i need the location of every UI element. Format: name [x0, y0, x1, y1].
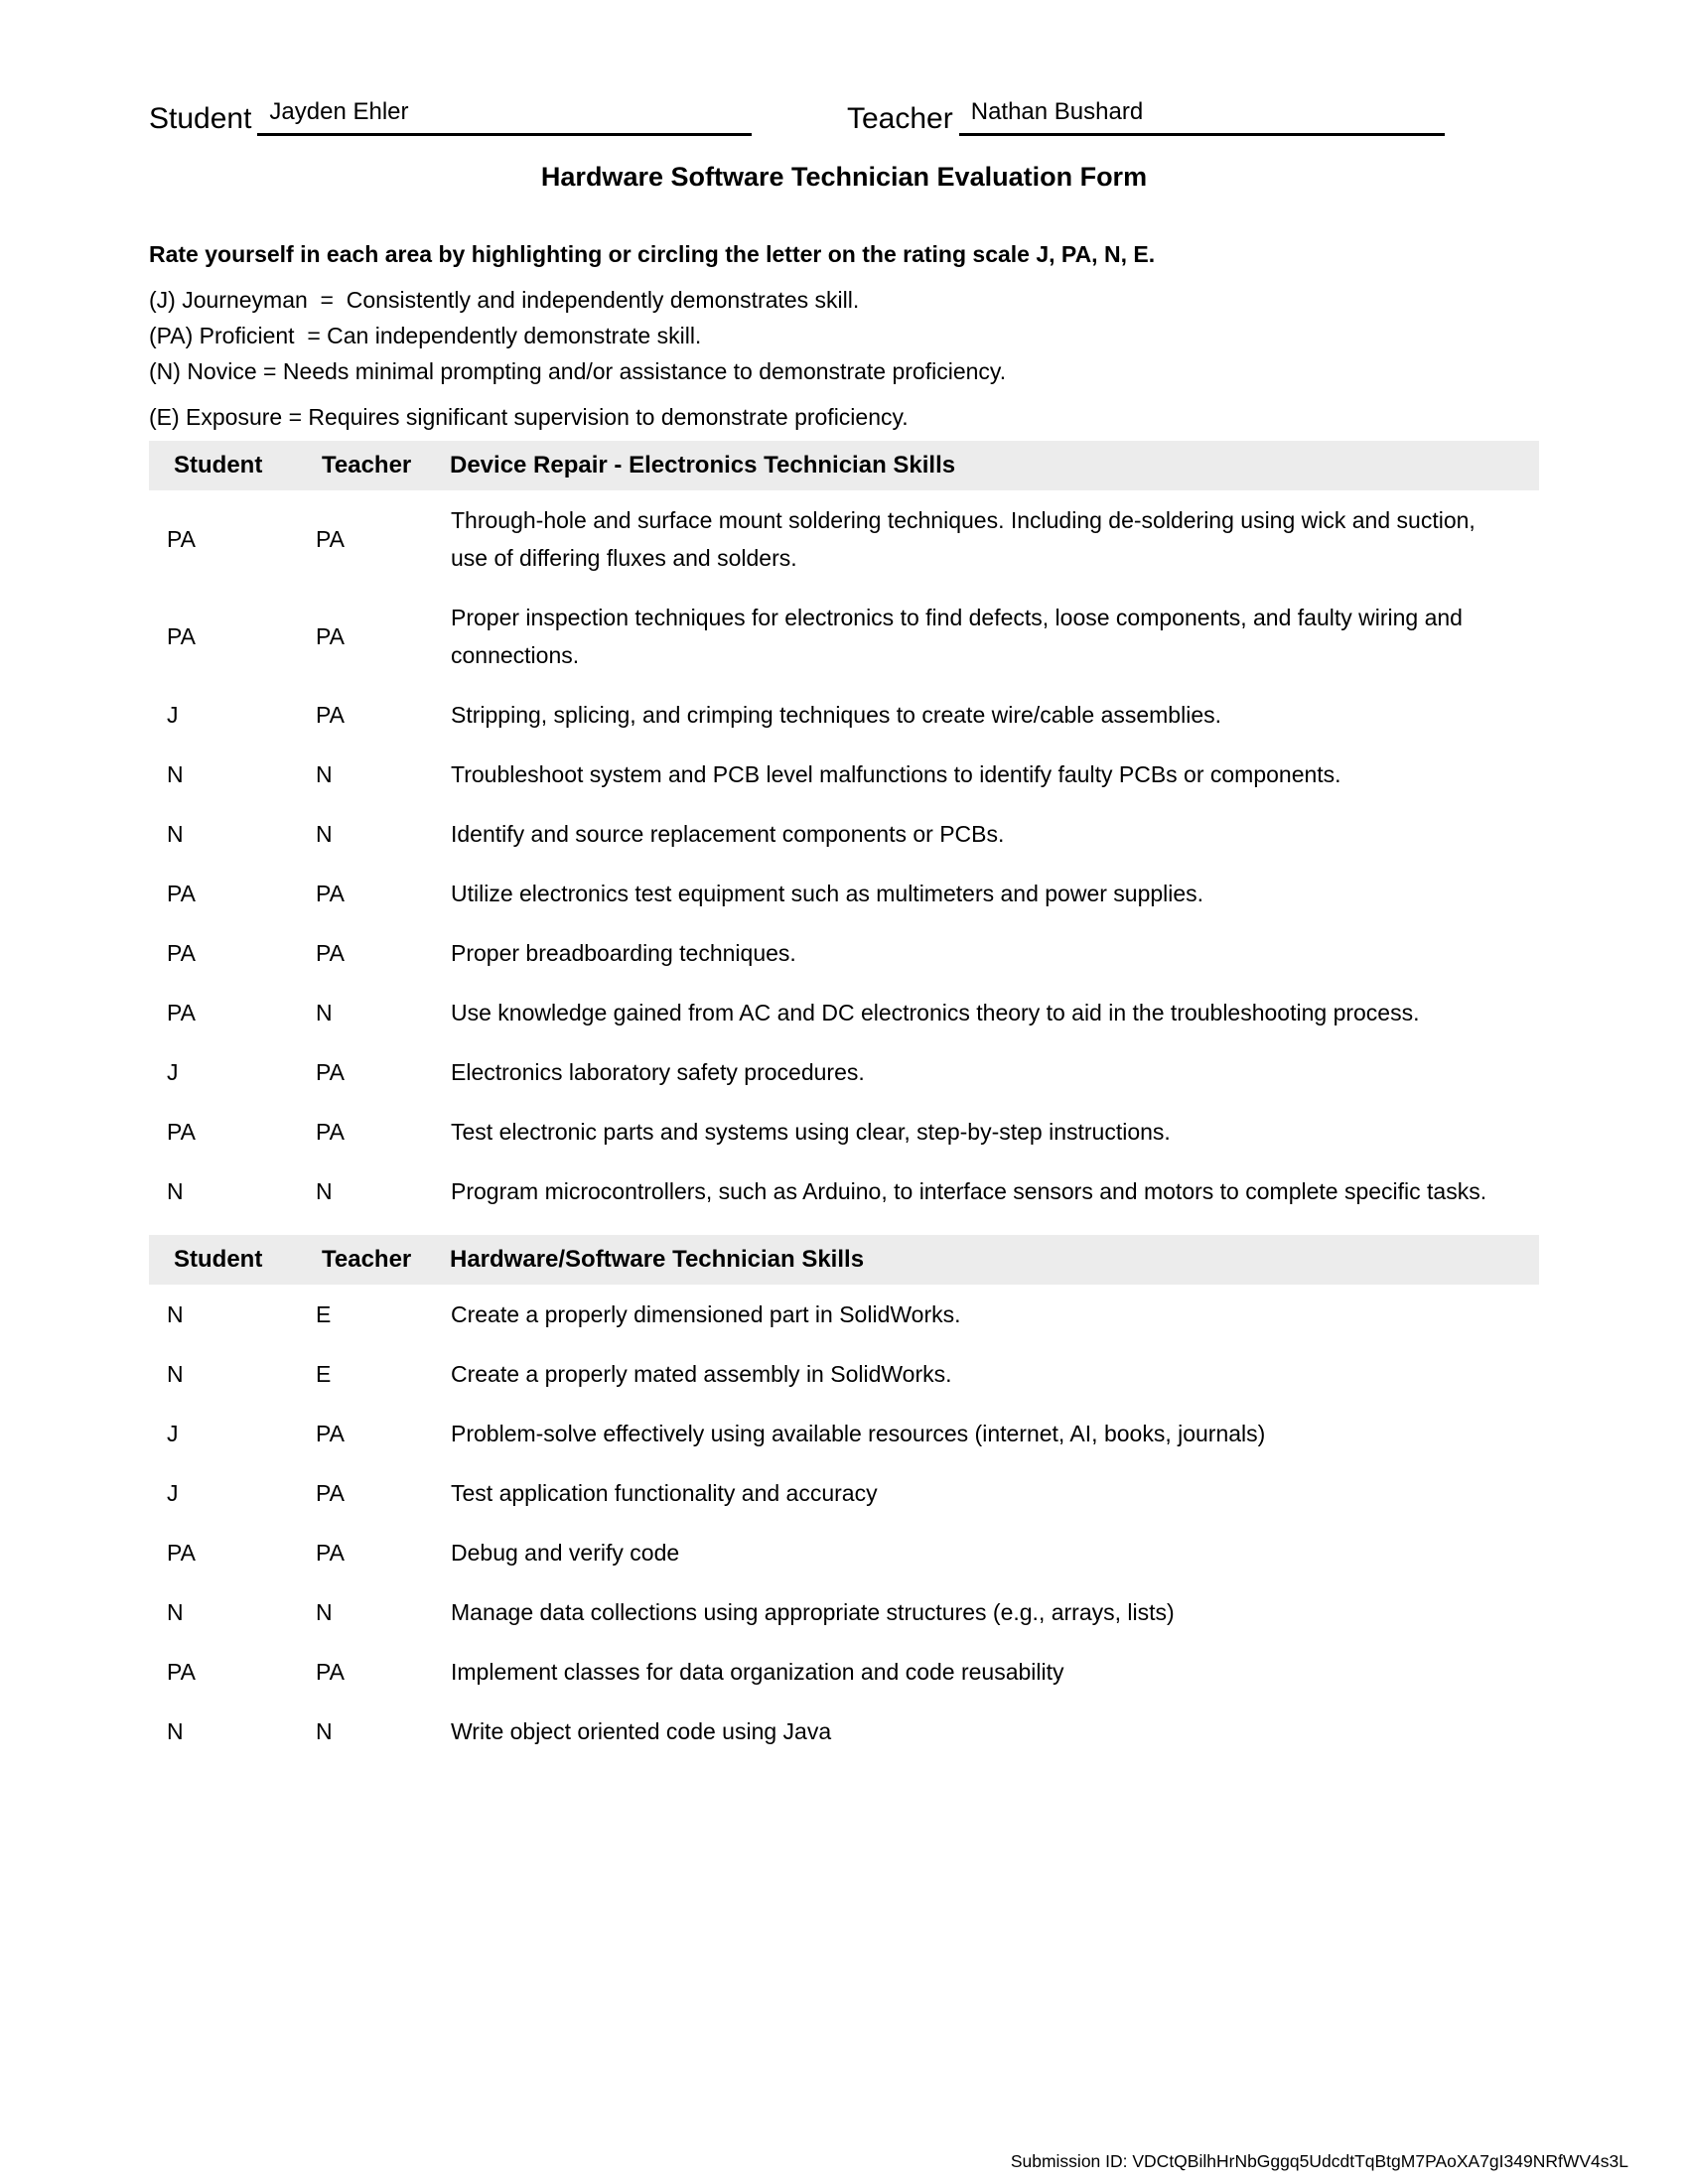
teacher-rating: N [316, 1718, 333, 1744]
student-name-line [257, 99, 752, 136]
table-row [149, 1582, 1539, 1642]
teacher-rating: PA [316, 1480, 345, 1506]
table-row [149, 1161, 1539, 1221]
teacher-rating: N [316, 1178, 333, 1204]
skill-description: Proper breadboarding techniques. [451, 940, 796, 966]
student-rating: J [167, 1059, 179, 1085]
table-row [149, 804, 1539, 864]
table-row [149, 1702, 1539, 1761]
teacher-label: Teacher [847, 102, 953, 135]
teacher-name-line [959, 99, 1445, 136]
student-rating: N [167, 1361, 184, 1387]
skill-description: Manage data collections using appropriate structures (e.g., arrays, lists) [451, 1599, 1175, 1625]
student-rating: J [167, 1421, 179, 1446]
skill-description: Implement classes for data organization and code reusability [451, 1659, 1064, 1685]
skill-description: Through-hole and surface mount soldering techniques. Including de-soldering using wick and suction, use of differing fluxes and solders. [451, 507, 1476, 571]
table-row [149, 1523, 1539, 1582]
teacher-rating: PA [316, 1659, 345, 1685]
teacher-rating: PA [316, 1421, 345, 1446]
scale-line-proficient: (PA) Proficient = Can independently demonstrate skill. [149, 323, 702, 348]
skill-description: Create a properly mated assembly in SolidWorks. [451, 1361, 952, 1387]
page-title: Hardware Software Technician Evaluation Form [540, 162, 1148, 192]
teacher-rating: N [316, 1599, 333, 1625]
student-rating: PA [167, 881, 196, 906]
rating-instructions [149, 238, 1539, 435]
instructions-intro: Rate yourself in each area by highlighting or circling the letter on the rating scale J, PA, N, E. [149, 241, 1156, 267]
student-rating: N [167, 1599, 184, 1625]
skill-description: Test application functionality and accuracy [451, 1480, 878, 1506]
student-rating: N [167, 1718, 184, 1744]
section-header-electronics [149, 441, 1539, 490]
table-row [149, 1404, 1539, 1463]
student-rating: PA [167, 940, 196, 966]
skill-description: Use knowledge gained from AC and DC electronics theory to aid in the troubleshooting process. [451, 1000, 1420, 1025]
teacher-rating: N [316, 821, 333, 847]
skill-description: Test electronic parts and systems using clear, step-by-step instructions. [451, 1119, 1171, 1145]
student-rating: N [167, 1178, 184, 1204]
skill-description: Write object oriented code using Java [451, 1718, 832, 1744]
student-rating: J [167, 702, 179, 728]
student-rating: PA [167, 1659, 196, 1685]
skill-description: Problem-solve effectively using available resources (internet, AI, books, journals) [451, 1421, 1266, 1446]
table-row [149, 864, 1539, 923]
student-rating: J [167, 1480, 179, 1506]
student-field [149, 99, 752, 136]
table-row [149, 745, 1539, 804]
student-rating: PA [167, 1119, 196, 1145]
name-row [0, 0, 1688, 136]
student-rating: N [167, 761, 184, 787]
skill-description: Troubleshoot system and PCB level malfunctions to identify faulty PCBs or components. [451, 761, 1341, 787]
skill-description: Electronics laboratory safety procedures. [451, 1059, 865, 1085]
teacher-rating: N [316, 761, 333, 787]
skill-description: Stripping, splicing, and crimping techniques to create wire/cable assemblies. [451, 702, 1222, 728]
table-row [149, 1042, 1539, 1102]
student-rating: PA [167, 623, 196, 649]
student-name-value: Jayden Ehler [269, 98, 409, 125]
skill-description: Create a properly dimensioned part in SolidWorks. [451, 1301, 961, 1327]
teacher-rating: PA [316, 623, 345, 649]
teacher-rating: N [316, 1000, 333, 1025]
table-row [149, 490, 1539, 588]
student-rating: PA [167, 1000, 196, 1025]
column-header-teacher: Teacher [322, 1246, 412, 1273]
teacher-rating: PA [316, 1119, 345, 1145]
student-rating: N [167, 821, 184, 847]
student-rating: PA [167, 526, 196, 552]
skill-description: Proper inspection techniques for electronics to find defects, loose components, and faulty wiring and connections. [451, 605, 1463, 668]
skill-description: Utilize electronics test equipment such as multimeters and power supplies. [451, 881, 1204, 906]
teacher-rating: PA [316, 1059, 345, 1085]
teacher-rating: PA [316, 1540, 345, 1566]
table-row [149, 1285, 1539, 1344]
evaluation-table [149, 441, 1539, 1761]
table-row [149, 923, 1539, 983]
student-label: Student [149, 102, 252, 135]
scale-line-journeyman: (J) Journeyman = Consistently and independently demonstrates skill. [149, 287, 860, 313]
table-row [149, 685, 1539, 745]
column-header-student: Student [174, 452, 263, 478]
scale-line-exposure: (E) Exposure = Requires significant supervision to demonstrate proficiency. [149, 404, 909, 430]
teacher-rating: PA [316, 940, 345, 966]
section-header-hardware-software [149, 1235, 1539, 1285]
table-row [149, 588, 1539, 685]
student-rating: PA [167, 1540, 196, 1566]
skill-description: Debug and verify code [451, 1540, 680, 1566]
teacher-rating: PA [316, 702, 345, 728]
skill-description: Identify and source replacement components or PCBs. [451, 821, 1005, 847]
teacher-rating: PA [316, 526, 345, 552]
column-header-teacher: Teacher [322, 452, 412, 478]
teacher-rating: PA [316, 881, 345, 906]
table-row [149, 1102, 1539, 1161]
table-row [149, 1463, 1539, 1523]
scale-line-novice: (N) Novice = Needs minimal prompting and/or assistance to demonstrate proficiency. [149, 358, 1007, 384]
student-rating: N [167, 1301, 184, 1327]
section-title: Device Repair - Electronics Technician Skills [450, 452, 956, 478]
teacher-rating: E [316, 1301, 332, 1327]
column-header-student: Student [174, 1246, 263, 1273]
table-row [149, 1642, 1539, 1702]
teacher-rating: E [316, 1361, 332, 1387]
submission-id: Submission ID: VDCtQBilhHrNbGggq5UdcdtTqBtgM7PAoXA7gI349NRfWV4s3L [1010, 2151, 1628, 2171]
teacher-field [847, 99, 1445, 136]
skill-description: Program microcontrollers, such as Arduino, to interface sensors and motors to complete specific tasks. [451, 1178, 1487, 1204]
section-title: Hardware/Software Technician Skills [450, 1246, 865, 1273]
table-row [149, 1344, 1539, 1404]
table-row [149, 983, 1539, 1042]
teacher-name-value: Nathan Bushard [970, 98, 1144, 125]
